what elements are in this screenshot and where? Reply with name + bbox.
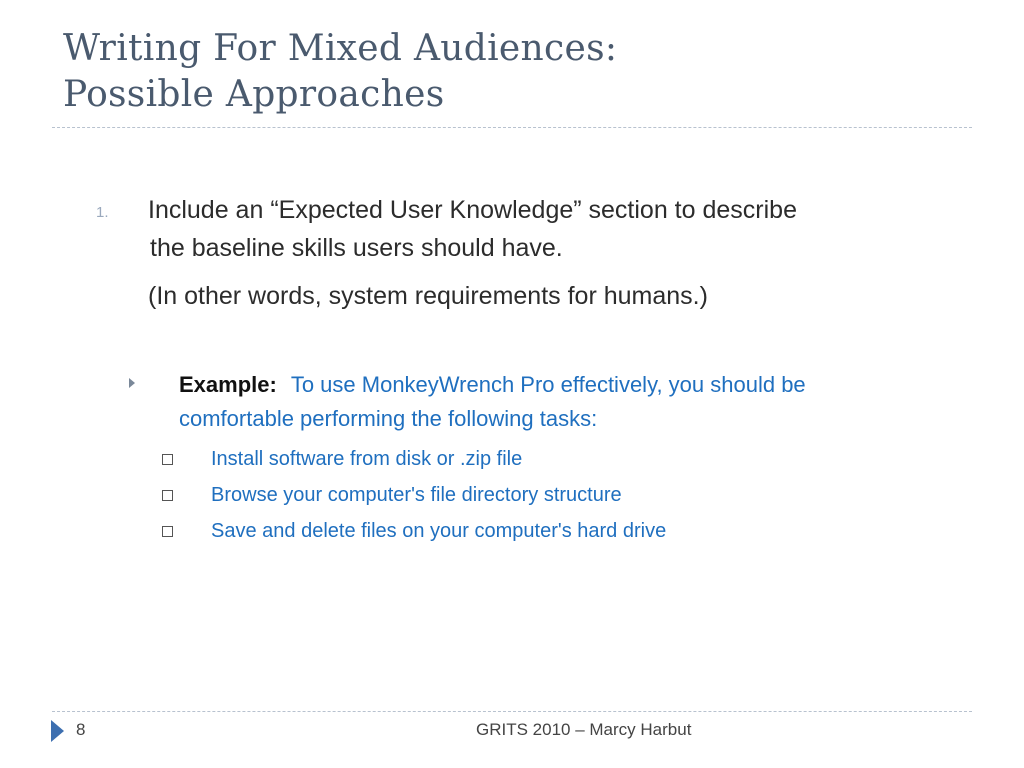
title-divider [52,127,972,128]
list-item [158,477,666,513]
slide-title-line2: Possible Approaches [63,74,445,115]
checkbox-icon [162,490,173,501]
list-item-line2: the baseline skills users should have. [150,234,563,262]
list-item-text [148,191,968,315]
play-arrow-icon [51,720,64,742]
task-text: Install software from disk or .zip file [211,447,523,470]
checkbox-icon [162,526,173,537]
slide-title-line1: Writing For Mixed Audiences: [63,28,618,69]
list-item [158,441,666,477]
list-item-note: (In other words, system requirements for humans.) [148,282,708,310]
task-text: Save and delete files on your computer's hard drive [211,519,667,542]
footer-divider [52,711,972,712]
slide-title [63,26,617,118]
list-item-number: 1. [96,204,109,221]
task-list [158,441,666,549]
example-block [179,368,959,436]
page-number: 8 [76,720,86,739]
triangle-right-icon [129,378,135,388]
example-line1: To use MonkeyWrench Pro effectively, you should be [290,372,806,397]
footer-text: GRITS 2010 – Marcy Harbut [476,720,692,739]
example-line2: comfortable performing the following tasks: [179,406,598,431]
list-item-line1: Include an “Expected User Knowledge” section to describe [148,196,797,224]
list-item [158,513,666,549]
checkbox-icon [162,454,173,465]
example-label: Example: [179,372,277,397]
task-text: Browse your computer's file directory structure [211,483,622,506]
